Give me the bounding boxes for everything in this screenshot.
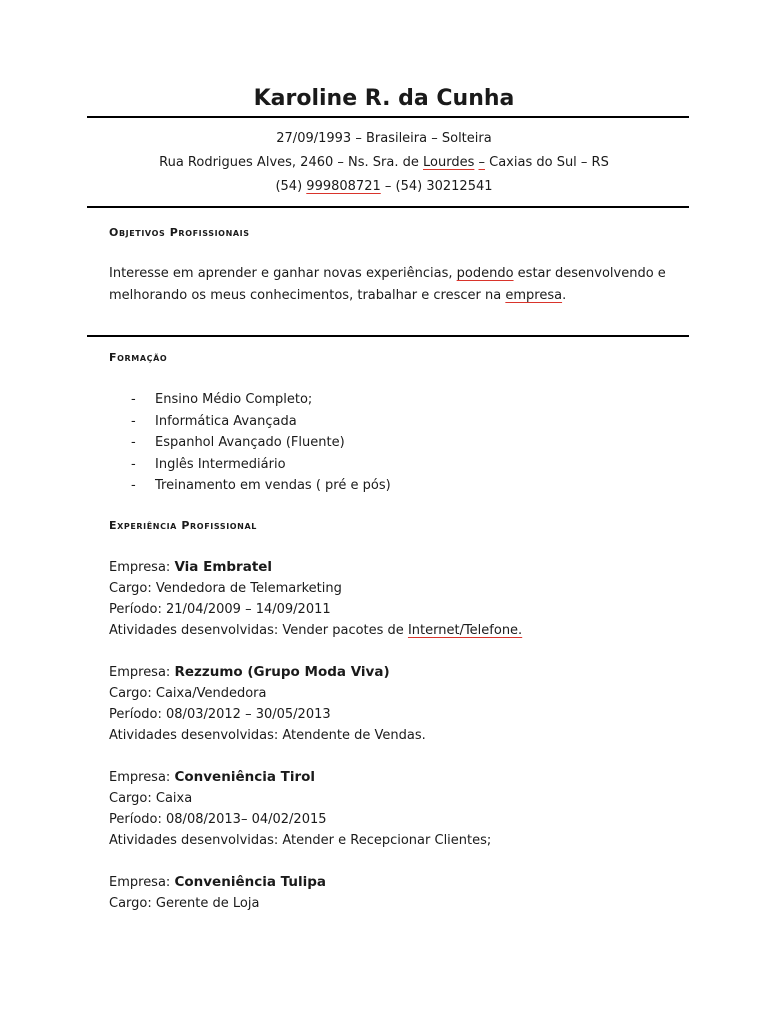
company-name: Via Embratel (174, 559, 273, 575)
spellcheck-word-podendo: podendo (456, 266, 514, 281)
company-name: Conveniência Tulipa (174, 874, 327, 890)
job-activities: Atender e Recepcionar Clientes; (282, 833, 492, 848)
formacao-title: Formação (109, 351, 168, 364)
address-neighborhood: Lourdes (423, 155, 475, 170)
job-role: Gerente de Loja (155, 896, 260, 911)
job-entry-conveniencia-tirol: Empresa: Conveniência Tirol Cargo: Caixa Período: 08/08/2013– 04/02/2015 Atividades desenvolvidas: Atender e Recepcionar Clientes; (109, 769, 492, 848)
list-item: - Informática Avançada (131, 413, 297, 429)
job-role: Caixa/Vendedora (155, 686, 267, 701)
objetivos-line-1: Interesse em aprender e ganhar novas experiências, podendo estar desenvolvendo e (109, 266, 666, 281)
resume-name: Karoline R. da Cunha (253, 86, 515, 111)
address-city: Caxias do Sul – RS (485, 155, 609, 170)
objetivos-title: Objetivos Profissionais (109, 226, 250, 239)
job-period: 08/03/2012 – 30/05/2013 (166, 707, 331, 722)
job-period: 21/04/2009 – 14/09/2011 (166, 602, 331, 617)
formacao-list (128, 389, 391, 497)
phone-line (0, 179, 768, 194)
experiencia-title: Experiência Profissional (109, 519, 257, 532)
birth-nationality-line: 27/09/1993 – Brasileira – Solteira (276, 131, 492, 146)
phone-area-code: (54) (275, 179, 307, 194)
landline-number: – (54) 30212541 (380, 179, 493, 194)
list-item: - Treinamento em vendas ( pré e pós) (131, 478, 391, 493)
list-item: - Espanhol Avançado (Fluente) (131, 435, 345, 450)
mobile-number: 999808721 (306, 179, 381, 194)
company-name: Conveniência Tirol (174, 769, 316, 785)
job-entry-via-embratel: Empresa: Via Embratel Cargo: Vendedora de Telemarketing Período: 21/04/2009 – 14/09/2011 Atividades desenvolvidas: Vender pacotes de Internet/Telefone. (109, 559, 523, 638)
job-period: 08/08/2013– 04/02/2015 (166, 812, 327, 827)
list-item: - Ensino Médio Completo; (131, 392, 313, 407)
address-line (0, 155, 768, 170)
job-role: Caixa (155, 791, 193, 806)
section-rule (87, 335, 689, 337)
job-entry-conveniencia-tulipa: Empresa: Conveniência Tulipa Cargo: Gerente de Loja (109, 874, 327, 911)
job-activities: Atendente de Vendas. (282, 728, 426, 743)
spellcheck-word-empresa: empresa (505, 288, 563, 303)
spellcheck-internet-telefone: Internet/Telefone. (407, 623, 523, 638)
objetivos-paragraph (109, 263, 669, 307)
address-dash: – (478, 155, 485, 170)
job-role: Vendedora de Telemarketing (155, 581, 342, 596)
list-item: - Inglês Intermediário (131, 456, 286, 472)
company-name: Rezzumo (Grupo Moda Viva) (174, 664, 390, 680)
objetivos-line-2: melhorando os meus conhecimentos, trabalhar e crescer na empresa. (109, 288, 567, 303)
address-part-a: Rua Rodrigues Alves, 2460 – Ns. Sra. de (159, 155, 423, 170)
job-entry-rezzumo: Empresa: Rezzumo (Grupo Moda Viva) Cargo: Caixa/Vendedora Período: 08/03/2012 – 30/05/2013 Atividades desenvolvidas: Atendente de Vendas. (109, 664, 426, 743)
header-rule-bottom (87, 206, 689, 208)
header-rule-top (87, 116, 689, 118)
